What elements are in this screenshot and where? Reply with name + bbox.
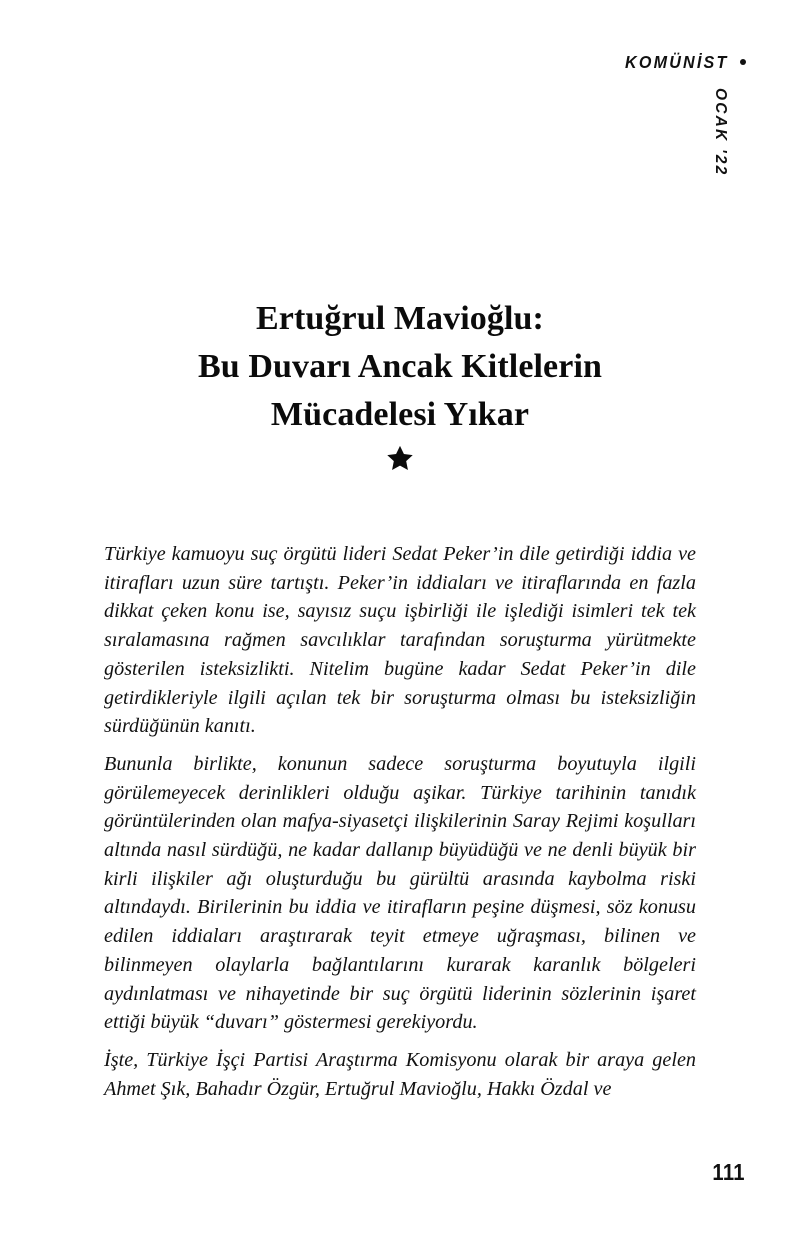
- page-title: [104, 295, 696, 439]
- star-icon: [386, 444, 414, 472]
- title-line-1: Ertuğrul Mavioğlu:: [256, 299, 544, 337]
- paragraph-3: İşte, Türkiye İşçi Partisi Araştırma Komisyonu olarak bir araya gelen Ahmet Şık, Bahadır Özgür, Ertuğrul Mavioğlu, Hakkı Özdal ve: [104, 1048, 696, 1100]
- issue-date: OCAK '22: [712, 88, 729, 177]
- paragraph-2: Bununla birlikte, konunun sadece soruşturma boyutuyla ilgili görülemeyecek derinlikleri olduğu aşikar. Türkiye tarihinin tanıdık görüntülerinden olan mafya-siyasetçi ilişkilerinin Saray Rejimi koşulları altında nasıl sürdüğü, ne kadar dallanıp büyüdüğü ve ne denli büyük bir kirli ilişkiler ağı oluşturduğu bu gürültü arasında kaybolma riski altındaydı. Birilerinin bu iddia ve itirafların peşine düşmesi, söz konusu edilen iddiaları araştırarak teyit etmeye uğraşması, bilinen ve bilinmeyen olaylarla bağlantılarını kurarak karanlık bölgeleri aydınlatması ve nihayetinde bir suç örgütü liderinin sözlerinin işaret ettiği büyük “duvarı” göstermesi gerekiyordu.: [104, 752, 696, 1034]
- section-divider: [104, 444, 696, 472]
- page-number: 111: [712, 1159, 745, 1185]
- journal-name: KOMÜNİST: [625, 52, 729, 72]
- issue-date-container: [712, 88, 754, 198]
- article-body: [104, 540, 696, 1103]
- paragraph-1: Türkiye kamuoyu suç örgütü lideri Sedat Peker’in dile getirdiği iddia ve itirafları uzun süre tartıştı. Peker’in iddiaları ve itiraflarında en fazla dikkat çeken konu ise, sayısız suçu işbirliği ile işlediği isimleri tek tek sıralamasına rağmen savcılıklar tarafından soruşturma yürütmekte gösterilen isteksizlikti. Nitelim bugüne kadar Sedat Peker’in dile getirdikleriyle ilgili açılan tek bir soruşturma olması bu isteksizliğin sürdüğünün kanıtı.: [104, 543, 696, 738]
- title-line-3: Mücadelesi Yıkar: [270, 395, 530, 433]
- title-line-2: Bu Duvarı Ancak Kitlelerin: [197, 347, 602, 385]
- running-head: [616, 54, 746, 72]
- bullet-dot-icon: [740, 59, 746, 65]
